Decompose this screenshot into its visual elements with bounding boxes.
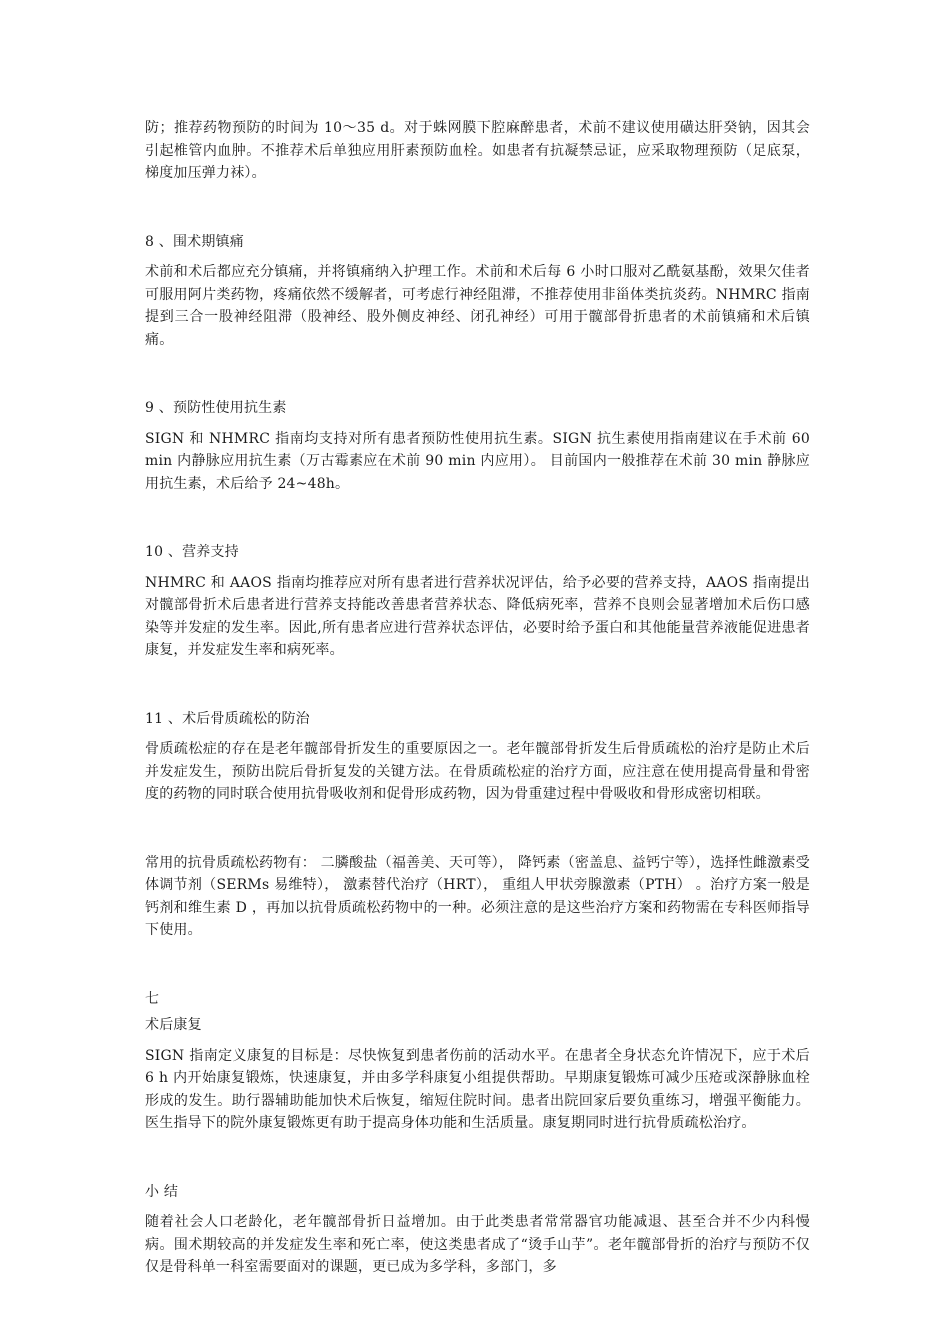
paragraph-osteoporosis-drugs: 常用的抗骨质疏松药物有： 二膦酸盐（福善美、天可等）， 降钙素（密盖息、益钙宁等），选择性雌激素受体调节剂（SERMs 易维特）， 激素替代治疗（HRT）， 重组人甲状旁腺激素（PTH） 。治疗方案一般是钙剂和维生素 D ，再加以抗骨质疏松药物中的一种。必须注意的是这些治疗方案和药物需在专科医师指导下使用。 (145, 854, 810, 938)
heading-section-8: 8 、围术期镇痛 (145, 233, 244, 250)
paragraph-section-10: NHMRC 和 AAOS 指南均推荐应对所有患者进行营养状况评估，给予必要的营养支持，AAOS 指南提出对髋部骨折术后患者进行营养支持能改善患者营养状态、降低病死率，营养不良则会显著增加术后伤口感染等并发症的发生率。因此,所有患者应进行营养状态评估，必要时给予蛋白和其他能量营养液能促进患者康复，并发症发生率和病死率。 (145, 574, 810, 658)
paragraph-section-9: SIGN 和 NHMRC 指南均支持对所有患者预防性使用抗生素。SIGN 抗生素使用指南建议在手术前 60 min 内静脉应用抗生素（万古霉素应在术前 90 min 内应用）。 目前国内一般推荐在术前 30 min 静脉应用抗生素，术后给予 24~48h。 (145, 430, 810, 492)
document-page (145, 117, 810, 1279)
heading-section-10: 10 、营养支持 (145, 544, 239, 560)
paragraph-section-8: 术前和术后都应充分镇痛，并将镇痛纳入护理工作。术前和术后每 6 小时口服对乙酰氨基酚，效果欠佳者可服用阿片类药物，疼痛依然不缓解者，可考虑行神经阻滞，不推荐使用非甾体类抗炎药。NHMRC 指南提到三合一股神经阻滞（股神经、股外侧皮神经、闭孔神经）可用于髋部骨折患者的术前镇痛和术后镇痛。 (145, 264, 810, 348)
paragraph-rehabilitation: SIGN 指南定义康复的目标是：尽快恢复到患者伤前的活动水平。在患者全身状态允许情况下，应于术后 6 h 内开始康复锻炼，快速康复，并由多学科康复小组提供帮助。早期康复锻炼可减少压疮或深静脉血栓形成的发生。助行器辅助能加快术后恢复，缩短住院时间。患者出院回家后要负重练习，增强平衡能力。医生指导下的院外康复锻炼更有助于提高身体功能和生活质量。康复期同时进行抗骨质疏松治疗。 (145, 1047, 810, 1131)
heading-section-9: 9 、预防性使用抗生素 (145, 400, 287, 416)
heading-section-11: 11 、术后骨质疏松的防治 (145, 710, 310, 727)
heading-rehabilitation: 术后康复 (145, 1017, 202, 1033)
paragraph-section-11: 骨质疏松症的存在是老年髋部骨折发生的重要原因之一。老年髋部骨折发生后骨质疏松的治疗是防止术后并发症发生，预防出院后骨折复发的关键方法。在骨质疏松症的治疗方面，应注意在使用提高骨量和骨密度的药物的同时联合使用抗骨吸收剂和促骨形成药物，因为骨重建过程中骨吸收和骨形成密切相联。 (145, 741, 810, 802)
paragraph-summary: 随着社会人口老龄化，老年髋部骨折日益增加。由于此类患者常常器官功能减退、甚至合并不少内科慢病。围术期较高的并发症发生率和死亡率，使这类患者成了“烫手山芋”。老年髋部骨折的治疗与预防不仅仅是骨科单一科室需要面对的课题，更已成为多学科，多部门，多 (145, 1214, 810, 1275)
heading-chapter-7: 七 (145, 990, 160, 1007)
heading-summary: 小 结 (145, 1183, 179, 1200)
paragraph-prevention-tail: 防；推荐药物预防的时间为 10～35 d。对于蛛网膜下腔麻醉患者，术前不建议使用磺达肝癸钠，因其会引起椎管内血肿。不推荐术后单独应用肝素预防血栓。如患者有抗凝禁忌证，应采取物理预防（足底泵，梯度加压弹力袜）。 (145, 120, 810, 181)
